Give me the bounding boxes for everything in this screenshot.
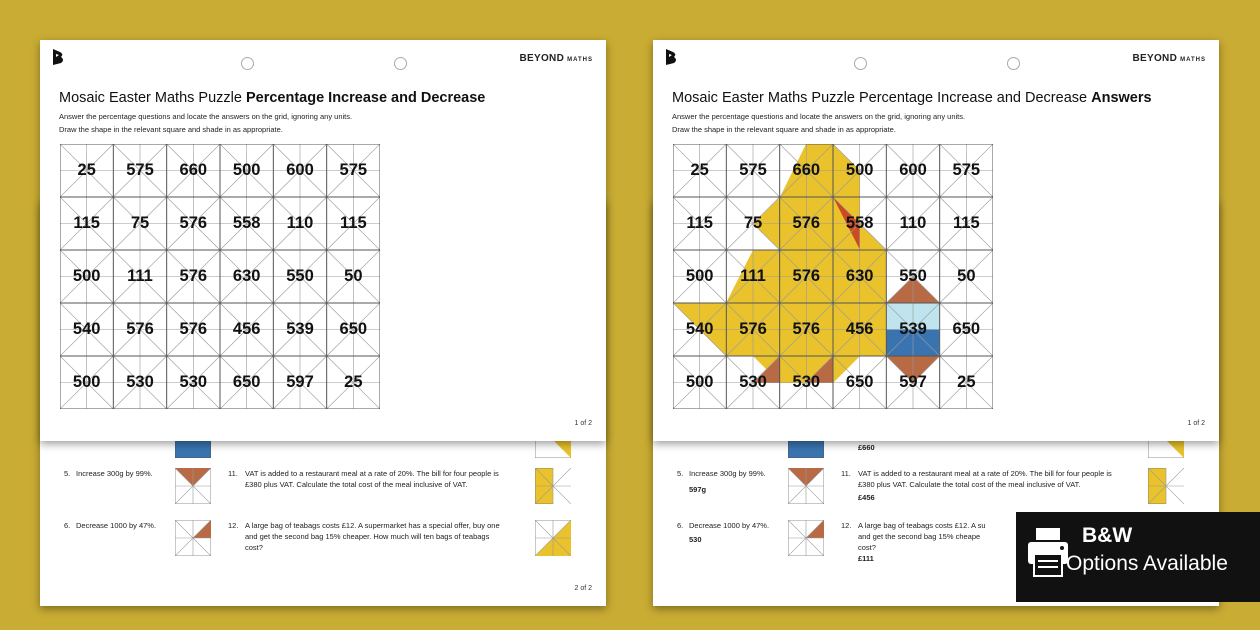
grid-cell: 500 [72,373,101,391]
instruction-1: Answer the percentage questions and locate the answers on the grid, ignoring any units. [672,112,966,121]
grid-cell: 550 [899,267,927,285]
instruction-2: Draw the shape in the relevant square and shade in as appropriate. [59,125,283,134]
tile-q5 [175,468,211,504]
answers-page-2: £660 5. Increase 300g by 99%. 597g 6. Decrease 1000 by 47%. 530 11. VAT is added to a restaurant meal at a rate of 20%. The bill for four people is £380 plus VAT. Calculate the total cost of the meal inclusive of VAT. £456 12. A large bag of teabags costs £12. A su and get the second bag 15% cheape cost? £111 [653,200,1219,606]
answer-q6: 530 [689,535,702,544]
badge-title: B&W [1082,524,1133,547]
grid-cell: 575 [126,161,154,179]
grid-cell: 597 [286,373,314,391]
brand-logo: BEYOND MATHS [1132,53,1206,64]
punch-hole [1007,57,1020,70]
answer-grid [673,144,993,409]
grid-cell: 456 [845,320,874,338]
grid-cell: 576 [179,214,208,232]
grid-cell: 539 [899,320,927,338]
grid-cell: 576 [179,320,208,338]
page-title: Mosaic Easter Maths Puzzle Percentage Increase and Decrease Answers [672,90,1152,106]
grid-cell: 110 [286,214,314,232]
grid-cell: 500 [685,373,714,391]
grid-cell: 550 [286,267,314,285]
grid-cell: 115 [340,214,367,232]
tile-q6 [788,520,824,556]
grid-cell: 576 [739,320,767,338]
grid-cell: 575 [739,161,767,179]
grid-cell: 110 [899,214,927,232]
grid-cell: 50 [957,267,976,285]
grid-cell: 25 [690,161,709,179]
grid-cell: 115 [73,214,100,232]
grid-cell: 111 [127,267,153,285]
badge-subtitle: Options Available [1066,552,1228,575]
grid-cell: 500 [685,267,714,285]
grid-cell: 115 [686,214,713,232]
page-number: 2 of 2 [574,585,592,592]
answer-q12: £111 [858,554,874,563]
grid-cell: 600 [899,161,927,179]
grid-cell: 576 [792,214,821,232]
puzzle-grid [60,144,380,409]
grid-cell: 25 [77,161,96,179]
grid-cell: 25 [344,373,363,391]
answers-page-1 [653,40,1219,441]
grid-cell: 530 [179,373,208,391]
tile-q6 [175,520,211,556]
printer-icon [1028,526,1068,578]
answer-q11: £456 [858,493,875,502]
grid-cell: 115 [953,214,980,232]
grid-cell: 630 [845,267,874,285]
worksheet-page-2: 5. Increase 300g by 99%. 6. Decrease 1000 by 47%. 11. VAT is added to a restaurant meal at a rate of 20%. The bill for four people is £380 plus VAT. Calculate the total cost of the meal inclusive of VAT. 12. A large bag of teabags costs £12. A supermarket has a special offer, buy one and get the second bag 15% cheaper. How much will ten bags of teabags cost? 2 of 2 [40,200,606,606]
grid-cell: 558 [232,214,261,232]
grid-cell: 576 [126,320,154,338]
grid-cell: 456 [232,320,261,338]
instruction-1: Answer the percentage questions and locate the answers on the grid, ignoring any units. [59,112,353,121]
beyond-logo-icon [51,48,65,66]
grid-cell: 575 [339,161,368,179]
grid-cell: 111 [740,267,766,285]
grid-cell: 576 [792,320,821,338]
grid-cell: 576 [179,267,208,285]
page-number: 1 of 2 [1187,420,1205,427]
grid-cell: 650 [339,320,368,338]
tile-q5 [788,468,824,504]
grid-cell: 500 [72,267,101,285]
grid-cell: 660 [792,161,821,179]
beyond-logo-icon [664,48,678,66]
grid-cell: 597 [899,373,927,391]
grid-cell: 558 [845,214,874,232]
answer-q5: 597g [689,485,707,494]
yellow-tile-partial [1148,440,1184,458]
grid-cell: 540 [72,320,101,338]
grid-cell: 575 [952,161,981,179]
yellow-tile-partial [535,440,571,458]
grid-cell: 500 [845,161,874,179]
grid-cell: 660 [179,161,208,179]
grid-cell: 50 [344,267,363,285]
blue-tile-partial [788,440,824,458]
tile-q11 [535,468,571,504]
grid-cell: 530 [792,373,821,391]
answer-above: £660 [858,443,875,452]
grid-cell: 539 [286,320,314,338]
grid-cell: 530 [739,373,767,391]
grid-cell: 650 [952,320,981,338]
punch-hole [854,57,867,70]
grid-cell: 75 [130,214,150,232]
brand-logo: BEYOND MATHS [519,53,593,64]
grid-cell: 650 [232,373,261,391]
punch-hole [394,57,407,70]
grid-cell: 500 [232,161,261,179]
page-title: Mosaic Easter Maths Puzzle Percentage Increase and Decrease [59,90,486,106]
grid-cell: 530 [126,373,154,391]
grid-cell: 630 [232,267,261,285]
page-number: 1 of 2 [574,420,592,427]
worksheet-page-1 [40,40,606,441]
grid-cell: 25 [957,373,976,391]
grid-cell: 540 [685,320,714,338]
grid-cell: 600 [286,161,314,179]
grid-cell: 650 [845,373,874,391]
blue-tile-partial [175,440,211,458]
bw-options-badge [1016,512,1260,602]
punch-hole [241,57,254,70]
grid-cell: 576 [792,267,821,285]
tile-q12 [535,520,571,556]
grid-cell: 75 [743,214,763,232]
tile-q11 [1148,468,1184,504]
instruction-2: Draw the shape in the relevant square and shade in as appropriate. [672,125,896,134]
